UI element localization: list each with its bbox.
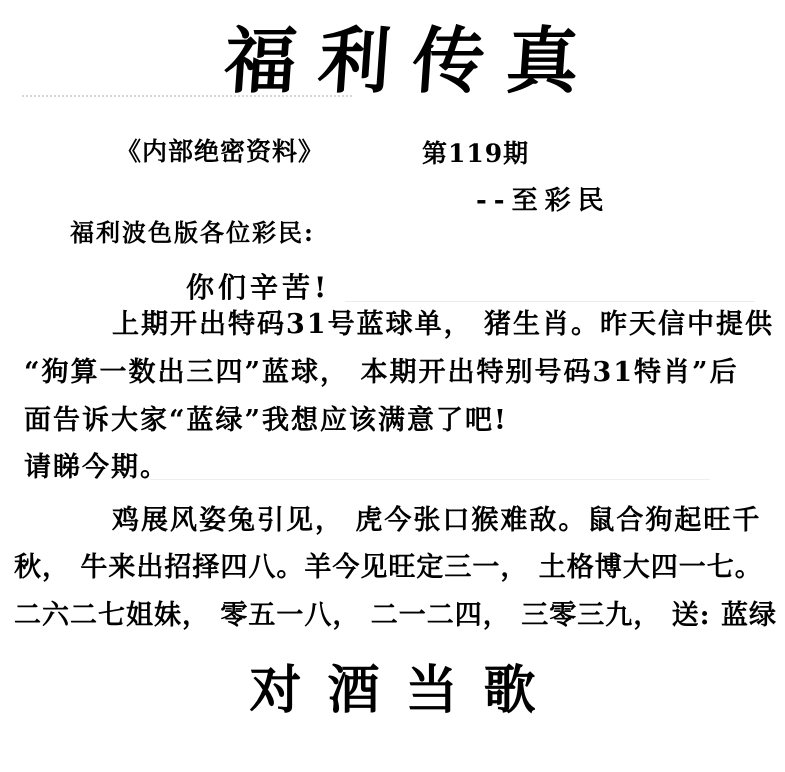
faint-watermark-line	[22, 95, 352, 97]
body-line-2: “狗算一数出三四”蓝球， 本期开出特别号码31特肖”后	[24, 357, 739, 388]
scan-artifact	[150, 479, 710, 480]
body-line-6: 秋， 牛来出招择四八。羊今见旺定三一， 土格博大四一七。	[14, 552, 763, 583]
scan-artifact	[345, 301, 755, 302]
issue-number: 第119期	[422, 139, 530, 168]
body-line-7: 二六二七姐妹， 零五一八， 二一二四， 三零三九， 送: 蓝绿	[14, 600, 777, 631]
footer-title: 对酒当歌	[249, 660, 562, 721]
greeting-line: 你们辛苦!	[186, 271, 331, 304]
body-line-1: 上期开出特码31号蓝球单， 猪生肖。昨天信中提供	[112, 309, 774, 340]
attribution-line: --至彩民	[476, 186, 611, 216]
body-line-5: 鸡展风姿兔引见， 虎今张口猴难敌。鼠合狗起旺千	[112, 505, 762, 536]
body-line-3: 面告诉大家“蓝绿”我想应该满意了吧!	[24, 405, 508, 436]
body-line-4: 请睇今期。	[24, 452, 169, 483]
page-title: 福利传真	[221, 18, 604, 103]
salutation-line: 福利波色版各位彩民:	[70, 218, 315, 247]
source-label: 《内部绝密资料》	[116, 137, 325, 166]
